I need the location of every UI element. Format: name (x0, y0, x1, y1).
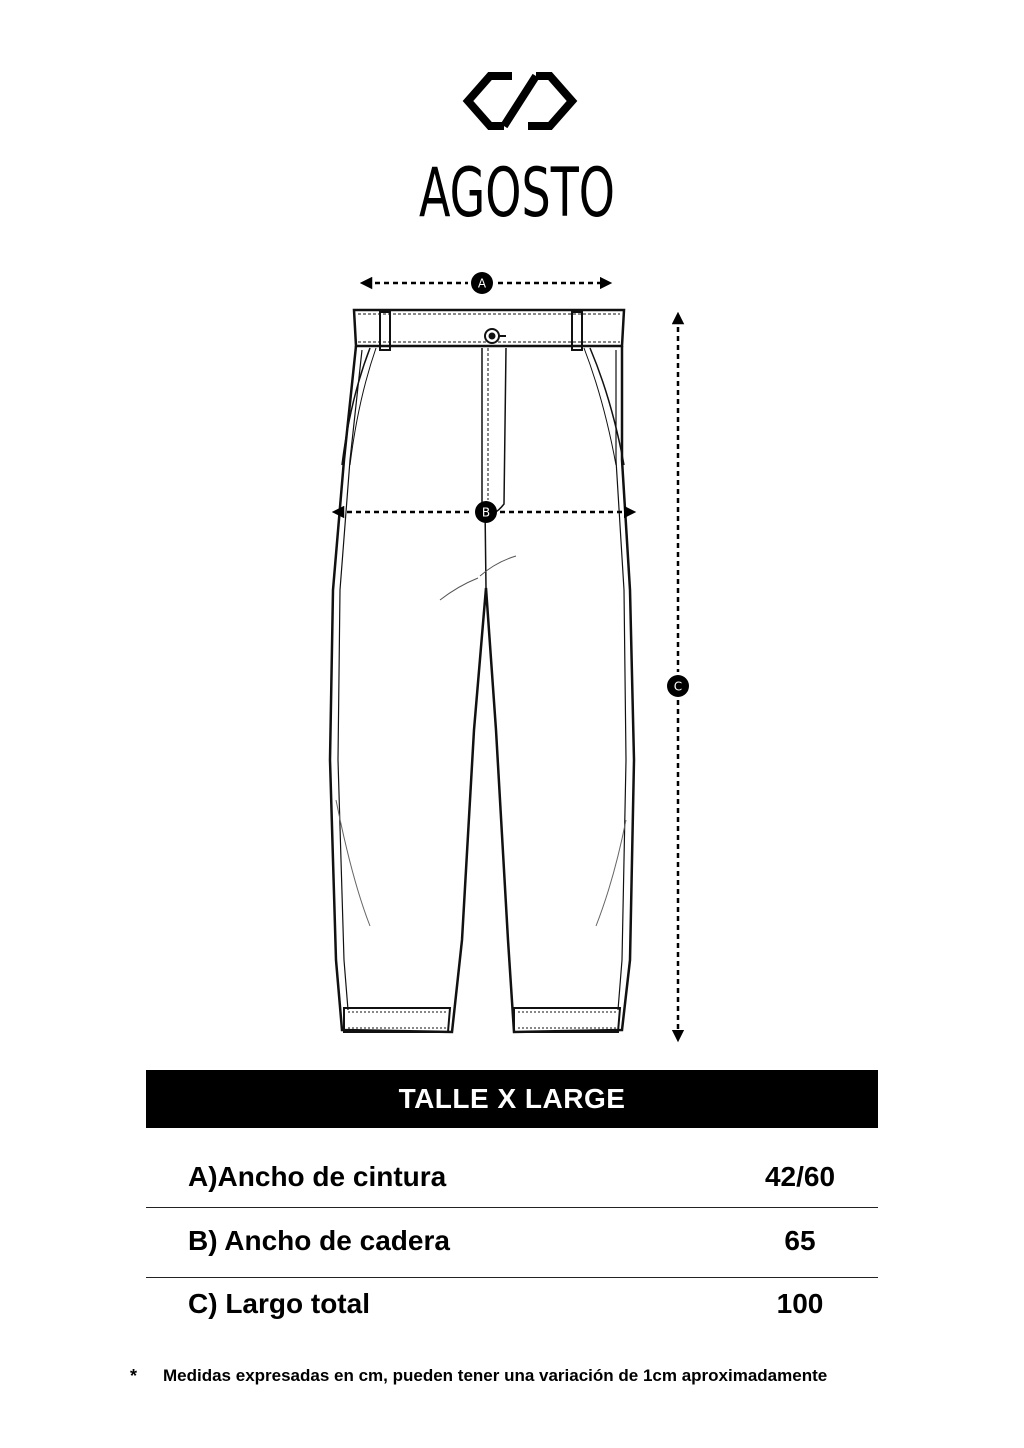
footnote-marker: * (130, 1366, 138, 1386)
row-label: C) Largo total (188, 1288, 370, 1319)
pants-measurement-diagram (300, 260, 720, 1050)
row-label: A)Ancho de cintura (188, 1161, 447, 1192)
size-table-header: TALLE X LARGE (146, 1070, 878, 1128)
hip-measure-line (338, 501, 630, 523)
table-row (146, 1146, 878, 1208)
brand-name: AGOSTO (419, 154, 615, 233)
marker-a-label: A (477, 276, 487, 291)
table-row (146, 1273, 878, 1335)
marker-b-label: B (481, 505, 491, 520)
marker-c-label: C (673, 679, 683, 694)
row-label: B) Ancho de cadera (188, 1225, 450, 1256)
brand-logo-icon (460, 66, 580, 136)
waist-measure-line (366, 272, 606, 294)
footnote-text: Medidas expresadas en cm, pueden tener una variación de 1cm aproximadamente (163, 1366, 828, 1385)
row-value: 100 (776, 1288, 824, 1319)
row-value: 42/60 (764, 1161, 836, 1192)
row-value: 65 (784, 1225, 816, 1256)
pants-outline (330, 310, 634, 1032)
row-divider (146, 1207, 878, 1208)
brand-wordmark (412, 150, 622, 233)
table-row (146, 1210, 878, 1272)
length-measure-line (667, 318, 689, 1036)
